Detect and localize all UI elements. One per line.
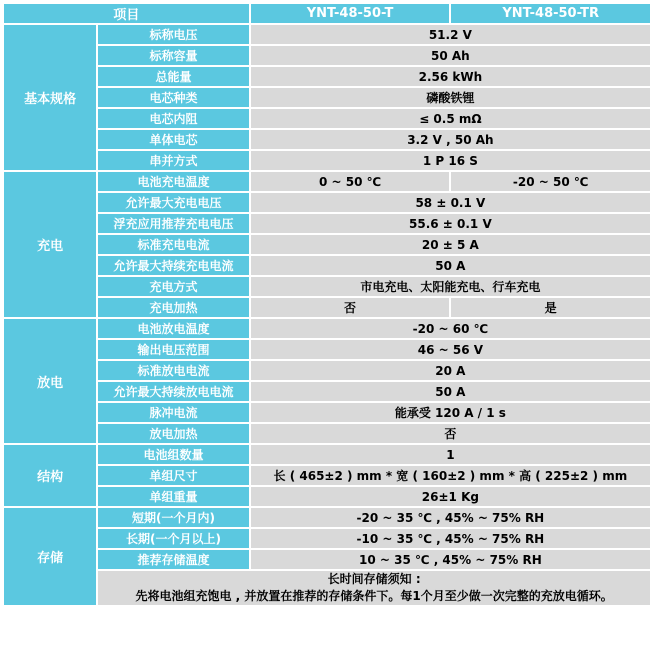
row-label: 串并方式 (98, 151, 248, 170)
row-value-tr: 是 (451, 298, 650, 317)
row-value: 能承受 120 A / 1 s (251, 403, 650, 422)
row-label: 标称电压 (98, 25, 248, 44)
row-value: ≤ 0.5 mΩ (251, 109, 650, 128)
table-row (4, 319, 650, 338)
row-value: 市电充电、太阳能充电、行车充电 (251, 277, 650, 296)
row-value: 26±1 Kg (251, 487, 650, 506)
table-row (4, 67, 650, 86)
row-label: 总能量 (98, 67, 248, 86)
table-row (4, 46, 650, 65)
table-row (4, 424, 650, 443)
row-label: 充电加热 (98, 298, 248, 317)
row-value: 55.6 ± 0.1 V (251, 214, 650, 233)
row-value: 50 A (251, 256, 650, 275)
row-value-t: 0 ~ 50 ℃ (251, 172, 450, 191)
row-value: 1 (251, 445, 650, 464)
header-model-t: YNT-48-50-T (251, 4, 450, 23)
table-row (4, 508, 650, 527)
row-label: 电芯种类 (98, 88, 248, 107)
table-row (4, 466, 650, 485)
row-value: 10 ~ 35 ℃ , 45% ~ 75% RH (251, 550, 650, 569)
row-value: -20 ~ 35 ℃ , 45% ~ 75% RH (251, 508, 650, 527)
storage-note (98, 571, 650, 605)
table-row (4, 235, 650, 254)
table-row (4, 361, 650, 380)
category-discharge: 放电 (4, 319, 96, 443)
table-row (4, 529, 650, 548)
row-value: 46 ~ 56 V (251, 340, 650, 359)
row-label: 推荐存储温度 (98, 550, 248, 569)
row-label: 充电方式 (98, 277, 248, 296)
storage-note-text: 先将电池组充饱电 , 并放置在推荐的存储条件下。每1个月至少做一次完整的充放电循环。 (135, 589, 613, 603)
row-label: 单组重量 (98, 487, 248, 506)
row-label: 单体电芯 (98, 130, 248, 149)
row-value: 磷酸铁锂 (251, 88, 650, 107)
table-row (4, 445, 650, 464)
row-value: 20 A (251, 361, 650, 380)
table-row (4, 277, 650, 296)
row-label: 允许最大持续充电电流 (98, 256, 248, 275)
row-value: 3.2 V , 50 Ah (251, 130, 650, 149)
header-item: 项目 (4, 4, 249, 23)
row-label: 短期(一个月内) (98, 508, 248, 527)
table-row (4, 214, 650, 233)
row-label: 电池放电温度 (98, 319, 248, 338)
row-value: 长 ( 465±2 ) mm * 宽 ( 160±2 ) mm * 高 ( 225±2 ) mm (251, 466, 650, 485)
row-value: -10 ~ 35 ℃ , 45% ~ 75% RH (251, 529, 650, 548)
table-row (4, 487, 650, 506)
table-row (4, 25, 650, 44)
table-row (4, 151, 650, 170)
storage-note-title: 长时间存储须知 : (327, 572, 421, 586)
table-row (4, 403, 650, 422)
row-value: 20 ± 5 A (251, 235, 650, 254)
header-model-tr: YNT-48-50-TR (451, 4, 650, 23)
row-label: 电芯内阻 (98, 109, 248, 128)
row-label: 单组尺寸 (98, 466, 248, 485)
table-row (4, 340, 650, 359)
row-value: 50 A (251, 382, 650, 401)
category-basic: 基本规格 (4, 25, 96, 170)
row-label: 脉冲电流 (98, 403, 248, 422)
spec-table (2, 2, 652, 607)
row-label: 允许最大充电电压 (98, 193, 248, 212)
row-value: 2.56 kWh (251, 67, 650, 86)
table-row (4, 172, 650, 191)
row-label: 标准充电电流 (98, 235, 248, 254)
table-row (4, 130, 650, 149)
table-row (4, 550, 650, 569)
row-value: -20 ~ 60 ℃ (251, 319, 650, 338)
row-label: 允许最大持续放电电流 (98, 382, 248, 401)
table-row (4, 571, 650, 605)
row-value: 50 Ah (251, 46, 650, 65)
row-value-tr: -20 ~ 50 ℃ (451, 172, 650, 191)
table-row (4, 382, 650, 401)
row-value: 58 ± 0.1 V (251, 193, 650, 212)
category-storage: 存储 (4, 508, 96, 605)
table-row (4, 298, 650, 317)
row-label: 浮充应用推荐充电电压 (98, 214, 248, 233)
row-label: 标称容量 (98, 46, 248, 65)
row-value-t: 否 (251, 298, 450, 317)
table-row (4, 88, 650, 107)
header-row (4, 4, 650, 23)
row-label: 放电加热 (98, 424, 248, 443)
row-label: 电池充电温度 (98, 172, 248, 191)
row-label: 电池组数量 (98, 445, 248, 464)
category-charge: 充电 (4, 172, 96, 317)
row-label: 长期(一个月以上) (98, 529, 248, 548)
row-value: 51.2 V (251, 25, 650, 44)
table-row (4, 193, 650, 212)
row-label: 输出电压范围 (98, 340, 248, 359)
table-row (4, 256, 650, 275)
row-label: 标准放电电流 (98, 361, 248, 380)
category-structure: 结构 (4, 445, 96, 506)
row-value: 1 P 16 S (251, 151, 650, 170)
row-value: 否 (251, 424, 650, 443)
table-row (4, 109, 650, 128)
